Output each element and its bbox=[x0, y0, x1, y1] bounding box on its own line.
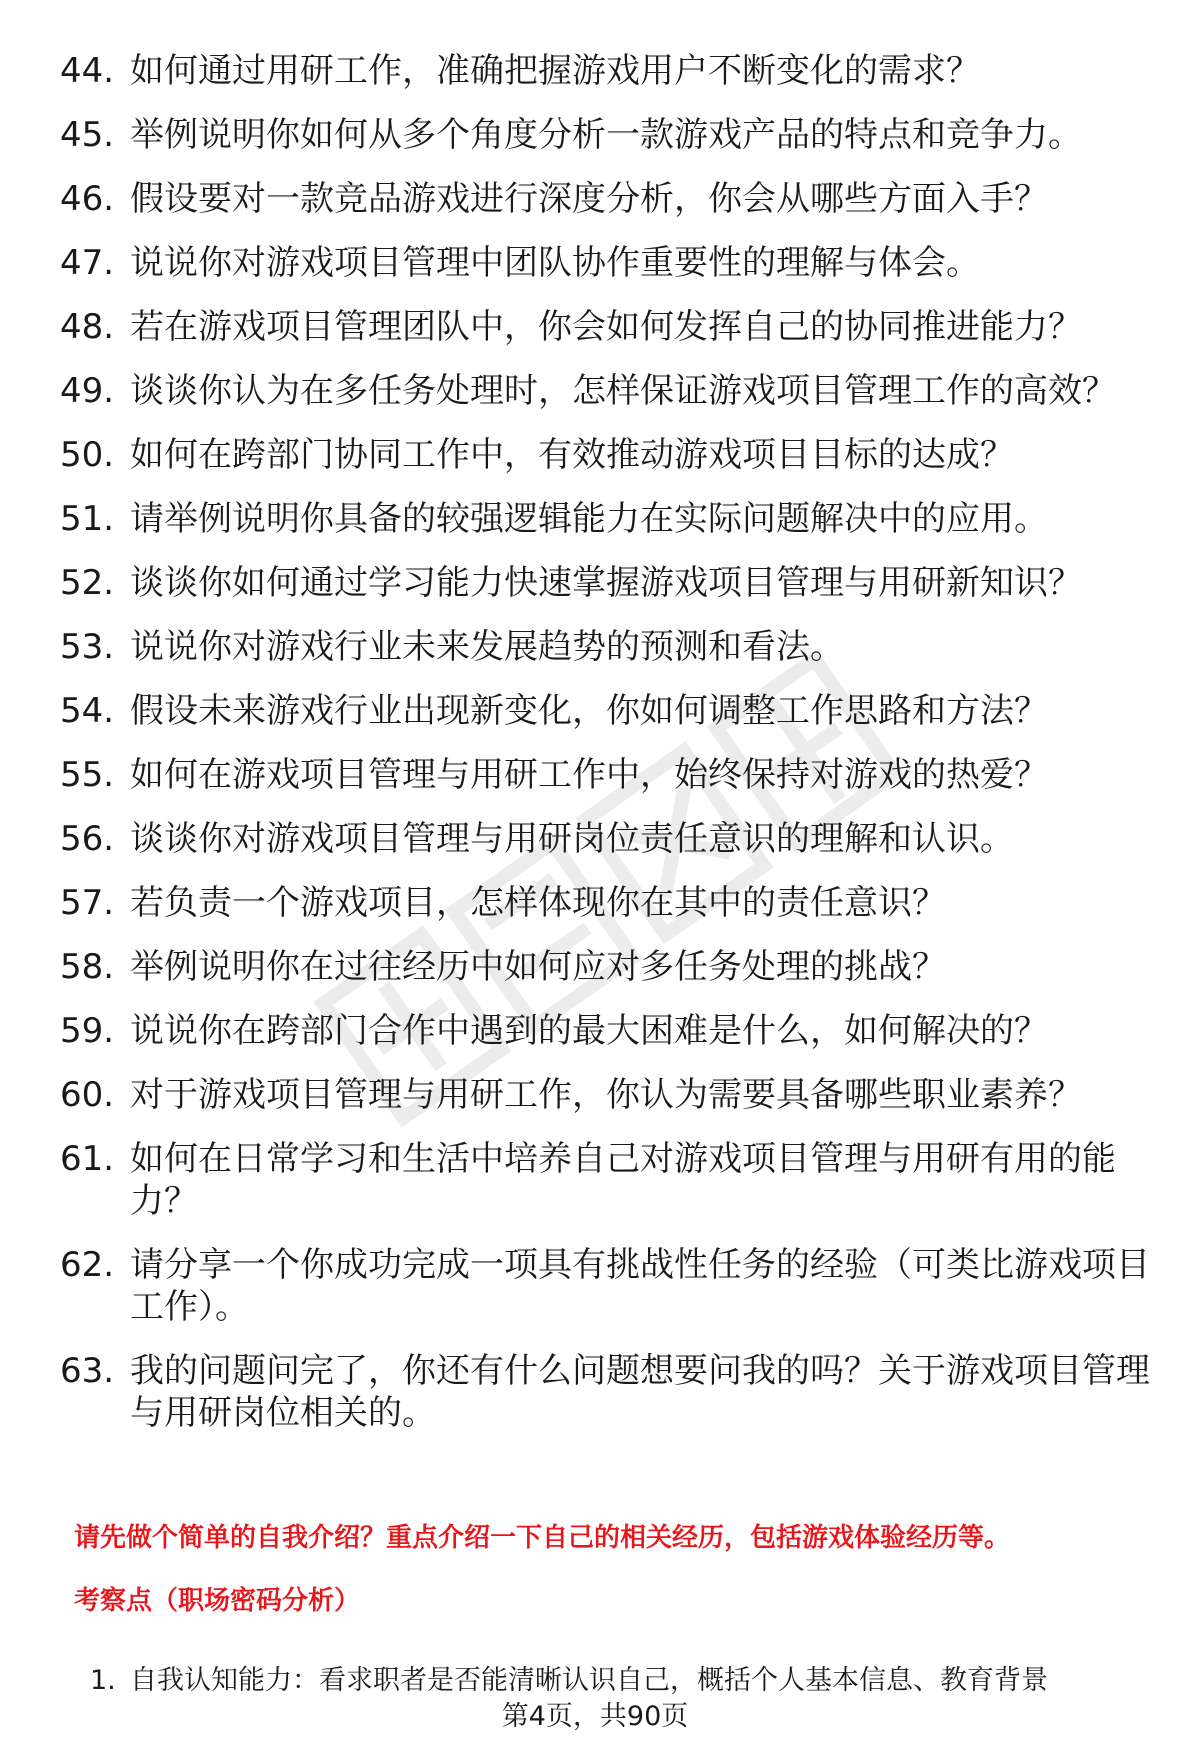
focus-points-heading: 考察点（职场密码分析） bbox=[74, 1586, 361, 1616]
question-text: 如何在日常学习和生活中培养自己对游戏项目管理与用研有用的能力？ bbox=[130, 1139, 1116, 1221]
question-text: 如何通过用研工作，准确把握游戏用户不断变化的需求？ bbox=[130, 51, 980, 91]
question-text: 举例说明你在过往经历中如何应对多任务处理的挑战？ bbox=[130, 947, 946, 987]
question-number: 59. bbox=[60, 1011, 115, 1051]
question-item bbox=[60, 242, 1160, 284]
question-text: 请分享一个你成功完成一项具有挑战性任务的经验（可类比游戏项目工作）。 bbox=[130, 1245, 1150, 1327]
question-number: 45. bbox=[60, 115, 115, 155]
question-number: 48. bbox=[60, 307, 115, 347]
question-number: 51. bbox=[60, 499, 115, 539]
question-number: 53. bbox=[60, 627, 115, 667]
question-text: 说说你在跨部门合作中遇到的最大困难是什么，如何解决的？ bbox=[130, 1011, 1048, 1051]
question-number: 44. bbox=[60, 51, 115, 91]
question-number: 61. bbox=[60, 1139, 115, 1179]
question-number: 62. bbox=[60, 1245, 115, 1285]
question-item bbox=[60, 370, 1160, 412]
question-item bbox=[60, 882, 1160, 924]
question-number: 50. bbox=[60, 435, 115, 475]
question-item bbox=[60, 1244, 1160, 1328]
question-number: 63. bbox=[60, 1351, 115, 1391]
question-text: 如何在跨部门协同工作中，有效推动游戏项目目标的达成？ bbox=[130, 435, 1014, 475]
question-item bbox=[60, 690, 1160, 732]
question-text: 我的问题问完了，你还有什么问题想要问我的吗？关于游戏项目管理与用研岗位相关的。 bbox=[130, 1351, 1150, 1433]
question-number: 56. bbox=[60, 819, 115, 859]
intro-question-heading: 请先做个简单的自我介绍？重点介绍一下自己的相关经历，包括游戏体验经历等。 bbox=[74, 1523, 1011, 1553]
question-item bbox=[60, 306, 1160, 348]
question-item bbox=[60, 114, 1160, 156]
page-footer: 第4页，共90页 bbox=[501, 1701, 689, 1732]
question-item bbox=[60, 626, 1160, 668]
question-number: 54. bbox=[60, 691, 115, 731]
question-number: 52. bbox=[60, 563, 115, 603]
question-number: 57. bbox=[60, 883, 115, 923]
question-text: 请举例说明你具备的较强逻辑能力在实际问题解决中的应用。 bbox=[130, 499, 1048, 539]
question-number: 47. bbox=[60, 243, 115, 283]
question-list bbox=[60, 50, 1160, 1456]
question-number: 58. bbox=[60, 947, 115, 987]
question-item bbox=[60, 434, 1160, 476]
focus-point-number: 1. bbox=[90, 1665, 116, 1696]
question-item bbox=[60, 1138, 1160, 1222]
question-text: 若在游戏项目管理团队中，你会如何发挥自己的协同推进能力？ bbox=[130, 307, 1082, 347]
question-text: 对于游戏项目管理与用研工作，你认为需要具备哪些职业素养？ bbox=[130, 1075, 1082, 1115]
question-number: 46. bbox=[60, 179, 115, 219]
question-item bbox=[60, 946, 1160, 988]
question-item bbox=[60, 498, 1160, 540]
question-number: 55. bbox=[60, 755, 115, 795]
question-text: 举例说明你如何从多个角度分析一款游戏产品的特点和竞争力。 bbox=[130, 115, 1082, 155]
question-text: 假设要对一款竞品游戏进行深度分析，你会从哪些方面入手？ bbox=[130, 179, 1048, 219]
question-item bbox=[60, 1350, 1160, 1434]
question-text: 如何在游戏项目管理与用研工作中，始终保持对游戏的热爱？ bbox=[130, 755, 1048, 795]
focus-point-text: 自我认知能力：看求职者是否能清晰认识自己，概括个人基本信息、教育背景 bbox=[130, 1665, 1048, 1696]
question-item bbox=[60, 818, 1160, 860]
question-text: 说说你对游戏项目管理中团队协作重要性的理解与体会。 bbox=[130, 243, 980, 283]
question-number: 60. bbox=[60, 1075, 115, 1115]
question-item bbox=[60, 50, 1160, 92]
question-number: 49. bbox=[60, 371, 115, 411]
focus-point-item bbox=[90, 1664, 1170, 1698]
question-item bbox=[60, 178, 1160, 220]
question-item bbox=[60, 562, 1160, 604]
question-item bbox=[60, 1010, 1160, 1052]
question-item bbox=[60, 1074, 1160, 1116]
question-text: 谈谈你如何通过学习能力快速掌握游戏项目管理与用研新知识？ bbox=[130, 563, 1082, 603]
question-text: 谈谈你认为在多任务处理时，怎样保证游戏项目管理工作的高效？ bbox=[130, 371, 1116, 411]
question-text: 说说你对游戏行业未来发展趋势的预测和看法。 bbox=[130, 627, 844, 667]
question-item bbox=[60, 754, 1160, 796]
question-text: 若负责一个游戏项目，怎样体现你在其中的责任意识？ bbox=[130, 883, 946, 923]
question-text: 谈谈你对游戏项目管理与用研岗位责任意识的理解和认识。 bbox=[130, 819, 1014, 859]
question-text: 假设未来游戏行业出现新变化，你如何调整工作思路和方法？ bbox=[130, 691, 1048, 731]
